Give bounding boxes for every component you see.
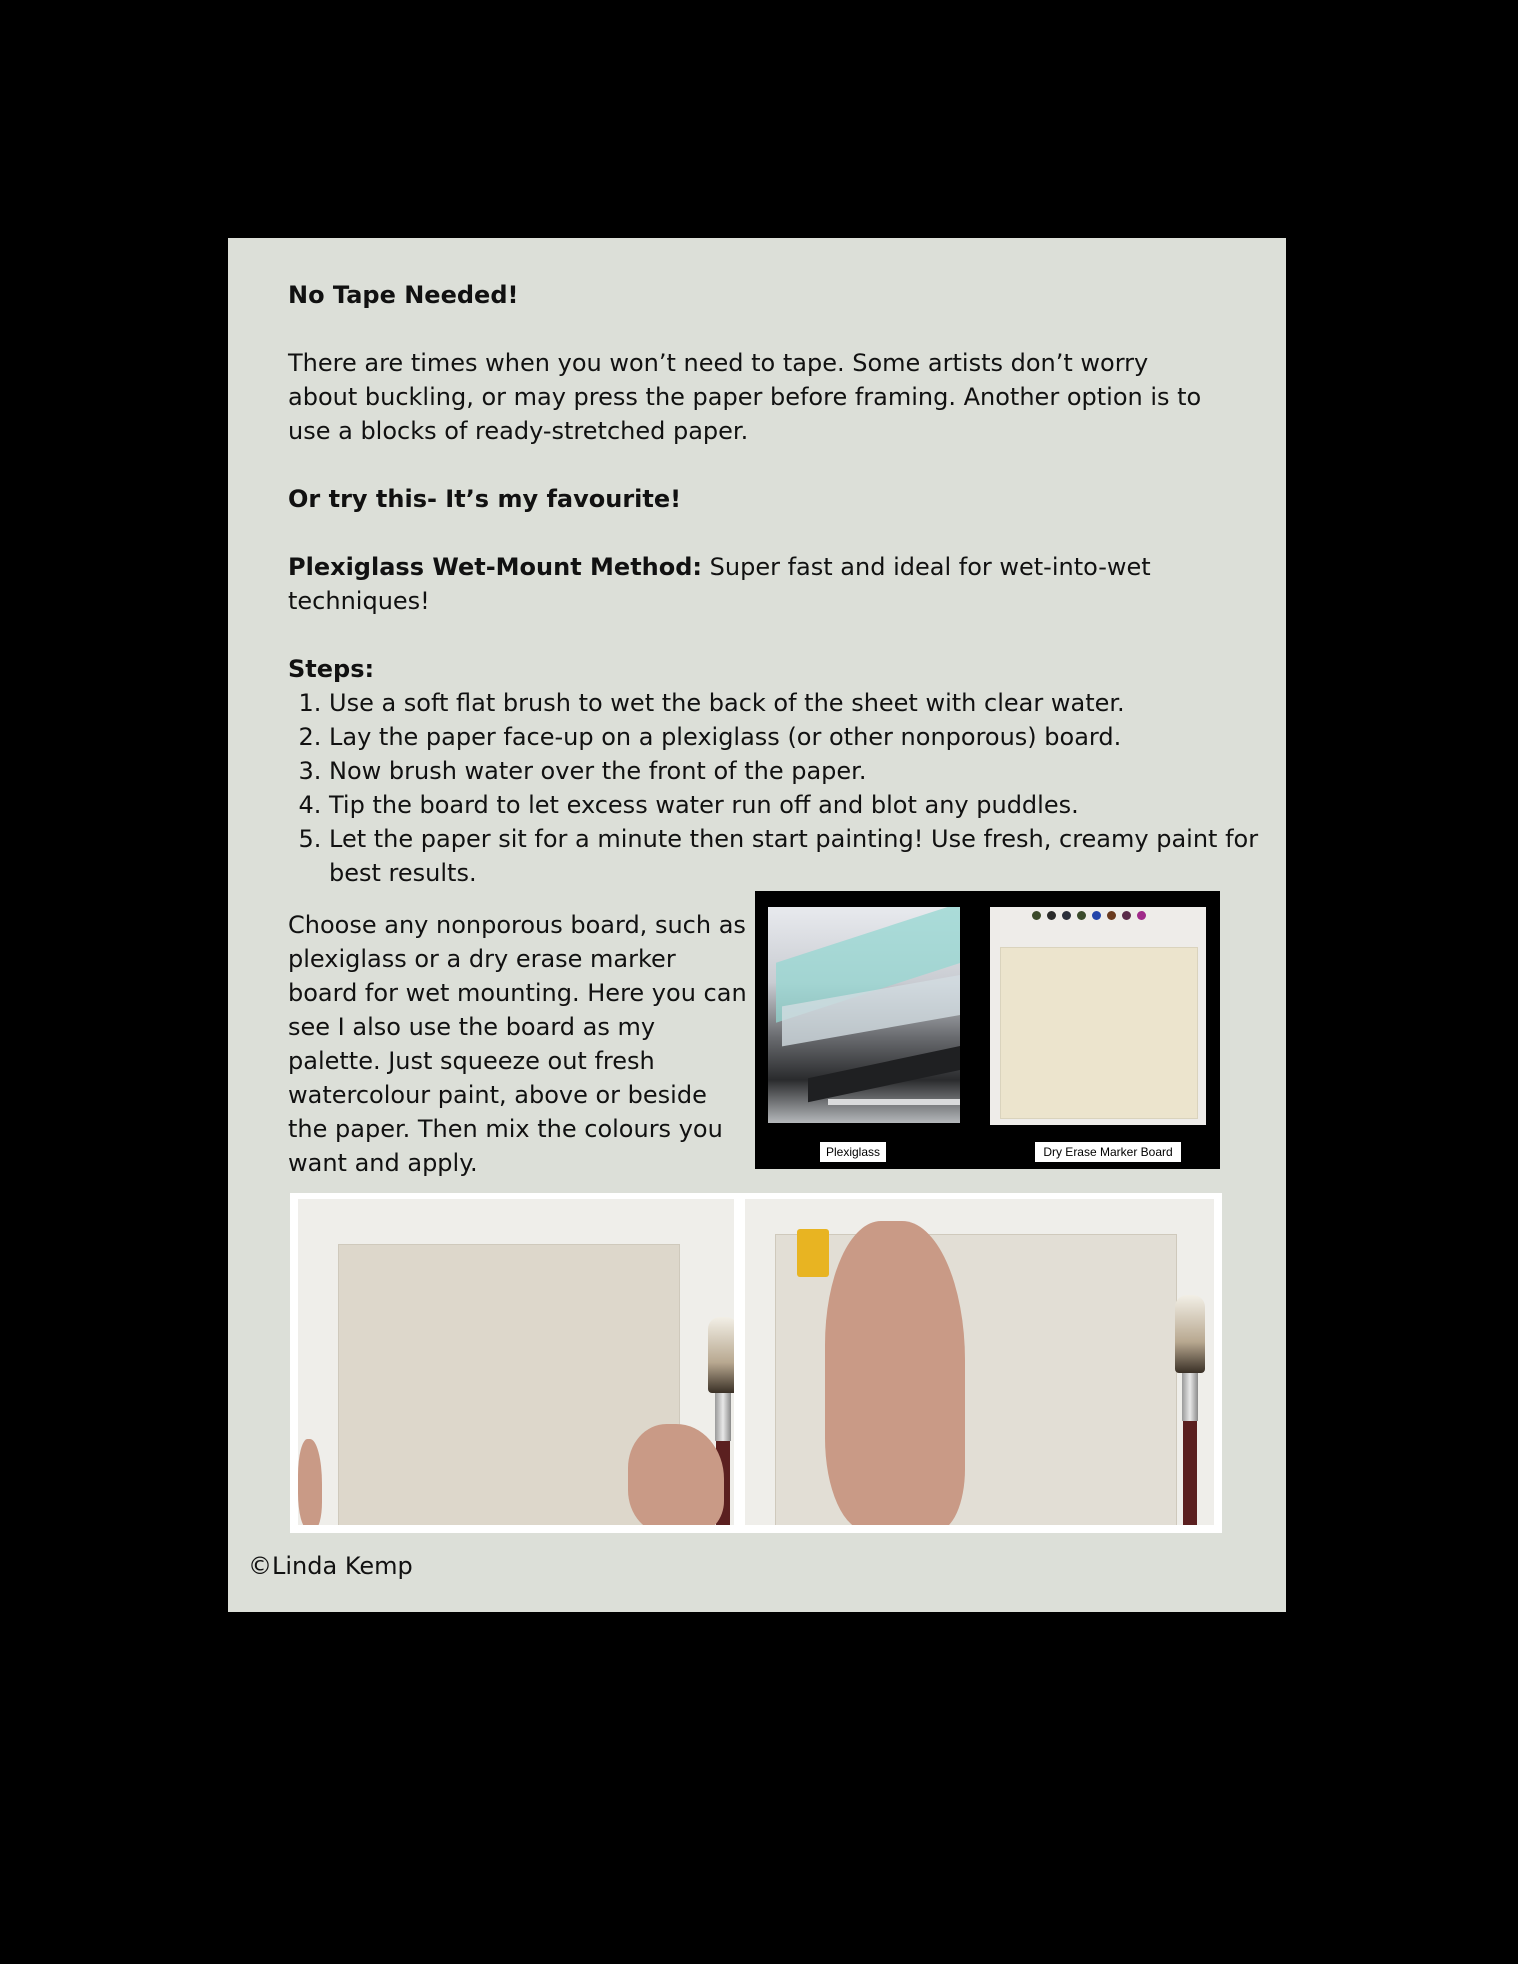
hand (825, 1221, 965, 1525)
paint-dot (1092, 911, 1101, 920)
steps-list (288, 686, 1259, 890)
plexiglass-photo (768, 907, 960, 1123)
step-item: 3. Now brush water over the front of the paper. (329, 754, 1259, 788)
brush-bristles (1175, 1295, 1205, 1373)
dry-erase-label: Dry Erase Marker Board (1035, 1142, 1181, 1162)
paint-dot (1032, 911, 1041, 920)
sponge (797, 1229, 829, 1277)
paragraph-method (288, 550, 1218, 618)
paint-dot (1062, 911, 1071, 920)
paint-dot (1137, 911, 1146, 920)
dry-erase-board-photo (990, 907, 1206, 1125)
wet-mount-photos (290, 1193, 1222, 1533)
brush-handle (1183, 1419, 1197, 1525)
heading-try-this: Or try this- It’s my favourite! (288, 485, 682, 513)
document-page (228, 238, 1286, 1612)
brush-bristles (708, 1317, 734, 1393)
method-text: Super fast and ideal for wet-into-wet techniques! (288, 553, 1151, 615)
step-item: 4. Tip the board to let excess water run off and blot any puddles. (329, 788, 1259, 822)
paint-dot (1122, 911, 1131, 920)
brush-ferrule (1182, 1369, 1198, 1421)
plexiglass-sheet (808, 1036, 960, 1103)
step-item: 5. Let the paper sit for a minute then start painting! Use fresh, creamy paint for best results. (329, 822, 1259, 890)
paint-dots (1032, 911, 1146, 920)
plexiglass-label: Plexiglass (820, 1142, 886, 1162)
photo-sponging-paper (745, 1199, 1214, 1525)
step-item: 2. Lay the paper face-up on a plexiglass (or other nonporous) board. (329, 720, 1259, 754)
method-label: Plexiglass Wet-Mount Method: (288, 553, 703, 581)
step-item: 1. Use a soft flat brush to wet the back of the sheet with clear water. (329, 686, 1259, 720)
brush-ferrule (715, 1389, 731, 1441)
photo-paper-on-board (298, 1199, 734, 1525)
paint-dot (1077, 911, 1086, 920)
steps-label: Steps: (288, 655, 375, 683)
hand (298, 1439, 322, 1525)
board-comparison-image (755, 891, 1220, 1169)
paint-dot (1047, 911, 1056, 920)
heading-no-tape: No Tape Needed! (288, 281, 519, 309)
paragraph-no-tape: There are times when you won’t need to tape. Some artists don’t worry about buckling, or may press the paper before framing. Another option is to use a blocks of ready-stretched paper. (288, 349, 1202, 445)
paragraph-board: Choose any nonporous board, such as plexiglass or a dry erase marker board for wet mounting. Here you can see I also use the board as my palette. Just squeeze out fresh watercolour paint, above or beside the paper. Then mix the colours you want and apply. (288, 911, 747, 1177)
paint-dot (1107, 911, 1116, 920)
plexiglass-sheet (828, 1099, 960, 1105)
copyright: ©Linda Kemp (248, 1552, 413, 1580)
watercolour-paper (1000, 947, 1198, 1119)
hand (628, 1424, 724, 1525)
